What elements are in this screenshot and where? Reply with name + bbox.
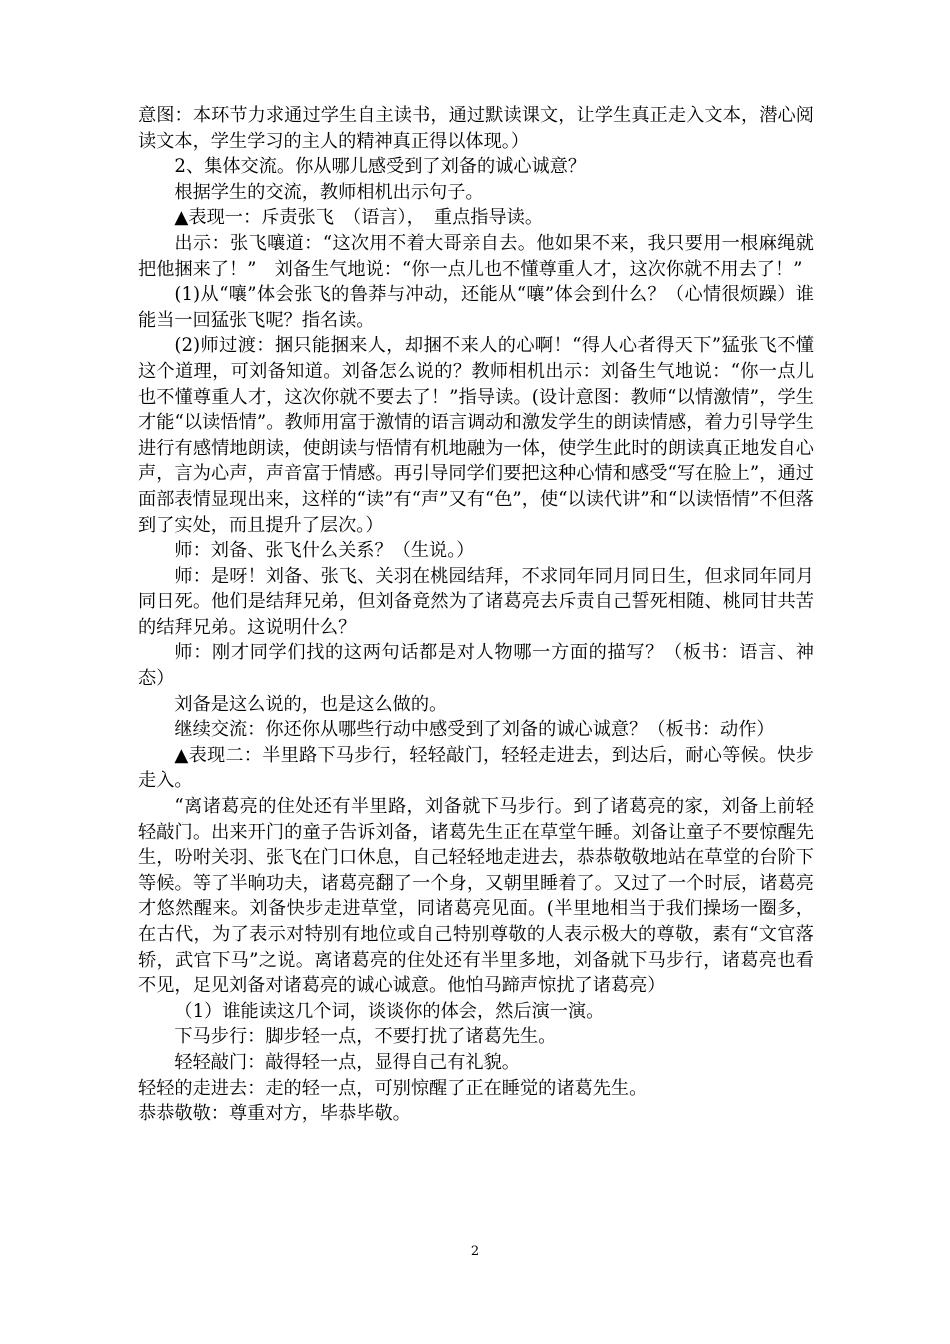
paragraph: 继续交流：你还你从哪些行动中感受到了刘备的诚心诚意？（板书：动作） bbox=[174, 719, 775, 741]
paragraph: 恭恭敬敬：尊重对方，毕恭毕敬。 bbox=[138, 1103, 411, 1125]
paragraph: 师：刘备、张飞什么关系？（生说。） bbox=[174, 540, 475, 562]
paragraph: 出示：张飞嚷道：“这次用不着大哥亲自去。他如果不来，我只要用一根麻绳就把他捆来了！” 刘备生气地说：“你一点儿也不懂尊重人才，这次你就不用去了！” bbox=[138, 232, 814, 280]
paragraph: (1)从“嚷”体会张飞的鲁莽与冲动，还能从“嚷”体会到什么？（心情很烦躁）谁能当一回猛张飞呢？指名读。 bbox=[138, 284, 814, 331]
paragraph: （1）谁能读这几个词，谈谈你的体会，然后演一演。 bbox=[174, 1000, 605, 1022]
document-body bbox=[138, 103, 814, 1127]
paragraph: 轻轻的走进去：走的轻一点，可别惊醒了正在睡觉的诸葛先生。 bbox=[138, 1077, 648, 1099]
paragraph: (2)师过渡：捆只能捆来人，却捆不来人的心啊！“得人心者得天下”猛张飞不懂这个道理，可刘备知道。刘备怎么说的？教师相机出示：刘备生气地说：“你一点儿也不懂尊重人才，这次你就不要去了！”指导读。(设计意图：教师“以情激情”，学生才能“以读悟情”。教师用富于激情的语言调动和激发学生的朗读情感，着力引导学生进行有感情地朗读，使朗读与悟情有机地融为一体，使学生此时的朗读真正地发自心声，言为心声，声音富于情感。再引导同学们要把这种心情和感受“写在脸上”，通过面部表情显现出来，这样的“读”有“声”又有“色”，使“以读代讲”和“以读悟情”不但落到了实处，而且提升了层次。） bbox=[138, 335, 814, 536]
page-number: 2 bbox=[470, 1244, 480, 1259]
paragraph: “离诸葛亮的住处还有半里路，刘备就下马步行。到了诸葛亮的家，刘备上前轻轻敲门。出来开门的童子告诉刘备，诸葛先生正在草堂午睡。刘备让童子不要惊醒先生，吩咐关羽、张飞在门口休息，自己轻轻地走进去，恭恭敬敬地站在草堂的台阶下等候。等了半晌功夫，诸葛亮翻了一个身，又朝里睡着了。又过了一个时辰，诸葛亮才悠然醒来。刘备快步走进草堂，同诸葛亮见面。(半里地相当于我们操场一圈多，在古代，为了表示对特别有地位或自己特别尊敬的人表示极大的尊敬，素有“文官落轿，武官下马”之说。离诸葛亮的住处还有半里多地，刘备就下马步行，诸葛亮也看不见，足见刘备对诸葛亮的诚心诚意。他怕马蹄声惊扰了诸葛亮） bbox=[138, 796, 814, 997]
paragraph: 根据学生的交流，教师相机出示句子。 bbox=[174, 181, 484, 203]
paragraph: 轻轻敲门：敲得轻一点，显得自己有礼貌。 bbox=[174, 1051, 520, 1073]
paragraph: 师：刚才同学们找的这两句话都是对人物哪一方面的描写？（板书：语言、神态） bbox=[138, 642, 814, 690]
paragraph: 师：是呀！刘备、张飞、关羽在桃园结拜，不求同年同月同日生，但求同年同月同日死。他们是结拜兄弟，但刘备竟然为了诸葛亮去斥责自己誓死相随、桃同甘共苦的结拜兄弟。这说明什么？ bbox=[138, 565, 814, 638]
paragraph: ▲表现一：斥责张飞 （语言）， 重点指导读。 bbox=[174, 207, 544, 229]
paragraph: 下马步行：脚步轻一点，不要打扰了诸葛先生。 bbox=[174, 1026, 557, 1048]
paragraph: 刘备是这么说的，也是这么做的。 bbox=[174, 693, 448, 715]
paragraph: ▲表现二：半里路下马步行，轻轻敲门，轻轻走进去，到达后，耐心等候。快步走入。 bbox=[138, 744, 814, 792]
paragraph: 意图：本环节力求通过学生自主读书，通过默读课文，让学生真正走入文本，潜心阅读文本，学生学习的主人的精神真正得以体现。） bbox=[138, 105, 814, 152]
paragraph: 2、集体交流。你从哪儿感受到了刘备的诚心诚意？ bbox=[174, 156, 587, 178]
